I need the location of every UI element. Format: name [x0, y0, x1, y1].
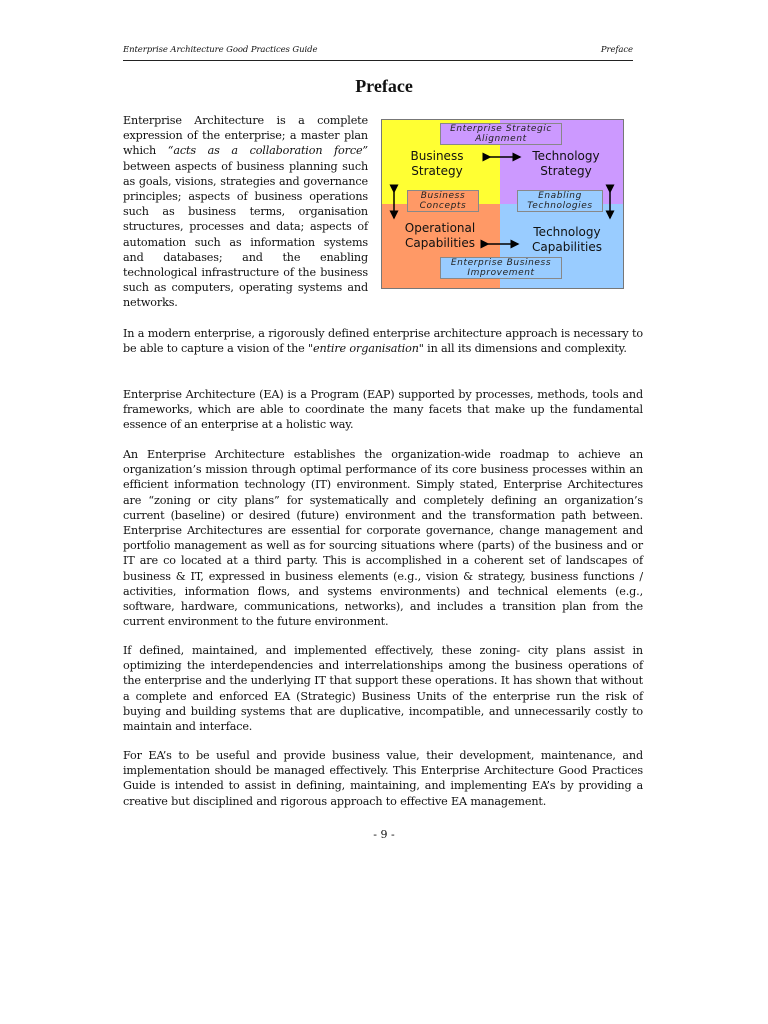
diagram-arrows: [382, 120, 623, 288]
box-enterprise-strategic-alignment: Enterprise Strategic Alignment: [440, 123, 562, 145]
running-header: [123, 44, 633, 61]
paragraph-6: For EA’s to be useful and provide business value, their development, maintenance, and implementation should be managed effectively. This Enterprise Architecture Good Practices Guide is intended to assist in defining, maintaining, and implementing EA’s by providing a creative but disciplined and rigorous approach to effective EA management.: [123, 749, 643, 808]
box-enabling-technologies: Enabling Technologies: [517, 190, 603, 212]
intro-text-end: between aspects of business planning such as goals, visions, strategies and governance principles; aspects of business operations such as business terms, organisation structures, processes and data; aspects of automation such as information systems and databases; and the enabling technological infrastructure of the business such as computers, operating systems and networks.: [123, 159, 368, 310]
ea-framework-diagram: [381, 119, 624, 289]
box-business-concepts: Business Concepts: [407, 190, 479, 212]
label-business-strategy: Business Strategy: [410, 149, 464, 178]
paragraph-5: If defined, maintained, and implemented effectively, these zoning- city plans assist in optimizing the interdependencies and interrelationships among the business operations of the enterprise and the underlying IT that support these operations. It has shown that without a complete and enforced EA (Strategic) Business Units of the enterprise run the risk of buying and building systems that are duplicative, incompatible, and unnecessarily costly to maintain and interface.: [123, 644, 643, 734]
box-enterprise-business-improvement: Enterprise Business Improvement: [440, 257, 562, 279]
header-section: Preface: [600, 45, 633, 55]
label-operational-capabilities: Operational Capabilities: [404, 221, 476, 250]
p2-text-start: In a modern enterprise, a rigorously defined enterprise architecture approach is necessary to be able to capture a vision of the ": [123, 327, 643, 356]
page-number: - 9 -: [373, 828, 395, 841]
label-technology-strategy: Technology Strategy: [532, 149, 600, 178]
intro-text-start: Enterprise Architecture is a complete expression of the enterprise; a master plan which: [123, 114, 368, 158]
intro-quote: “acts as a collaboration force”: [167, 144, 368, 158]
p2-italic: entire organisation: [313, 342, 419, 356]
label-technology-capabilities: Technology Capabilities: [532, 225, 602, 254]
header-doc-title: Enterprise Architecture Good Practices Guide: [123, 45, 318, 55]
paragraph-4: An Enterprise Architecture establishes the organization-wide roadmap to achieve an organization’s mission through optimal performance of its core business processes within an efficient information technology (IT) environment. Simply stated, Enterprise Architectures are “zoning or city plans” for systematically and completely defining an organization’s current (baseline) or desired (future) environment and the transformation path between. Enterprise Architectures are essential for corporate governance, change management and portfolio management as well as for sourcing situations where (parts) of the business and or IT are co located at a third party. This is accomplished in a coherent set of landscapes of business & IT, expressed in business elements (e.g., vision & strategy, business functions / activities, information flows, and systems environments) and technical elements (e.g., software, hardware, communications, networks), and includes a transition plan from the current environment to the future environment.: [123, 448, 643, 629]
page-title: Preface: [355, 76, 413, 96]
intro-paragraph: [123, 113, 368, 311]
paragraph-3: Enterprise Architecture (EA) is a Program (EAP) supported by processes, methods, tools and frameworks, which are able to coordinate the many facets that make up the fundamental essence of an enterprise at a holistic way.: [123, 388, 643, 432]
p2-text-end: " in all its dimensions and complexity.: [418, 342, 627, 356]
paragraph-2: [123, 326, 643, 356]
